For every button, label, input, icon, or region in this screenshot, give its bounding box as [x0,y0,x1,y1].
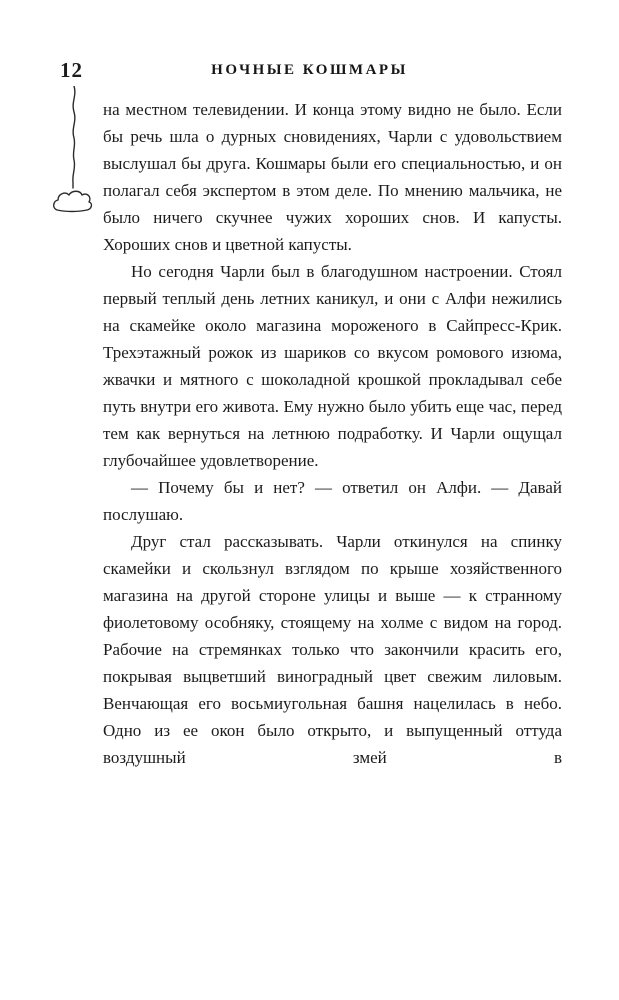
body-paragraph: Но сегодня Чарли был в благодушном настроении. Стоял первый теплый день летних каникул, и они с Алфи нежились на скамейке около магазина мороженого в Сайпресс-Крик. Трехэтажный рожок из шариков со вкусом ромового изюма, жвачки и мятного с шоколадной крошкой прокладывал себе путь внутри его живота. Ему нужно было убить еще час, перед тем как вернуться на летнюю подработку. И Чарли ощущал глубочайшее удовлетворение. [103,262,562,470]
body-paragraph: Друг стал рассказывать. Чарли откинулся на спинку скамейки и скользнул взглядом по крыше хозяйственного магазина на другой стороне улицы и выше — к странному фиолетовому особняку, стоящему на холме с видом на город. Рабочие на стремянках только что закончили красить его, покрывая выцветший виноградный цвет свежим лиловым. Венчающая его восьмиугольная башня нацелилась в небо. Одно из ее окон было открыто, и выпущенный оттуда воздушный змей в [103,532,562,767]
page-number: 12 [60,58,83,82]
body-paragraph: на местном телевидении. И конца этому видно не было. Если бы речь шла о дурных сновидениях, Чарли с удовольствием выслушал бы друга. Кошмары были его специальностью, и он полагал себя экспертом в этом деле. По мнению мальчика, не было ничего скучнее чужих хороших снов. И капусты. Хороших снов и цветной капусты. [103,100,562,254]
cloud-icon [54,191,92,211]
cloud-on-string-icon [43,86,105,218]
string-line [73,86,75,188]
dialogue-paragraph: — Почему бы и нет? — ответил он Алфи. — Давай послушаю. [103,478,562,524]
page-header [0,58,619,88]
page-body-text [103,96,562,771]
running-title: НОЧНЫЕ КОШМАРЫ [211,62,408,78]
